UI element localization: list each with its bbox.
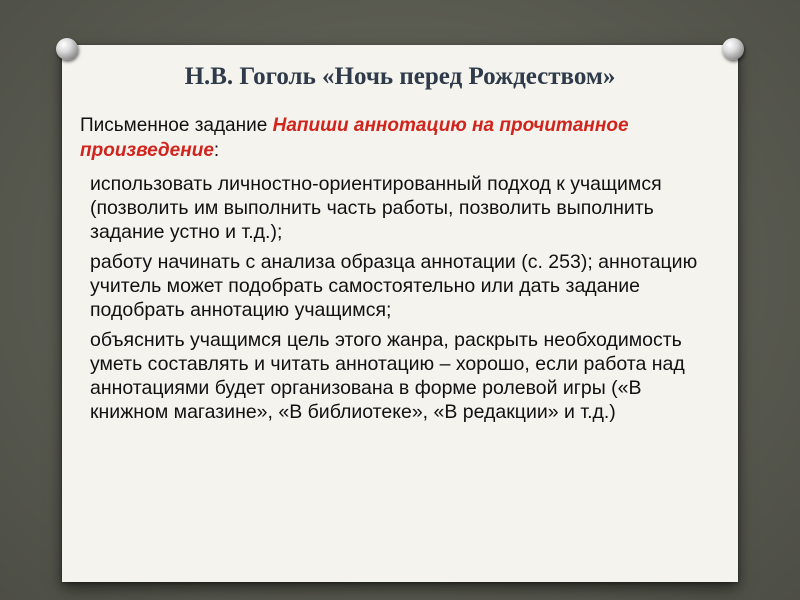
pushpin-icon (722, 38, 744, 60)
task-statement (80, 113, 720, 163)
task-label: Письменное задание (80, 115, 268, 136)
list-item: объяснить учащимся цель этого жанра, раскрыть необходимость уметь составлять и читать аннотацию – хорошо, если работа над аннотациями будет организована в форме ролевой игры («В книжном магазине», «В библиотеке», «В редакции» и т.д.) (90, 329, 685, 423)
task-highlight: Напиши аннотацию на прочитанное произведение (80, 115, 629, 161)
slide-title: Н.В. Гоголь «Ночь перед Рождеством» (184, 63, 616, 90)
pushpin-icon (56, 38, 78, 60)
list-item: работу начинать с анализа образца аннотации (с. 253); аннотацию учитель может подобрать самостоятельно или дать задание подобрать аннотацию учащимся; (90, 251, 698, 321)
list-item: использовать личностно-ориентированный подход к учащимся (позволить им выполнить часть работы, позволить выполнить задание устно и т.д.); (90, 173, 662, 243)
recommendations-list (90, 172, 720, 430)
task-suffix: : (213, 140, 220, 161)
